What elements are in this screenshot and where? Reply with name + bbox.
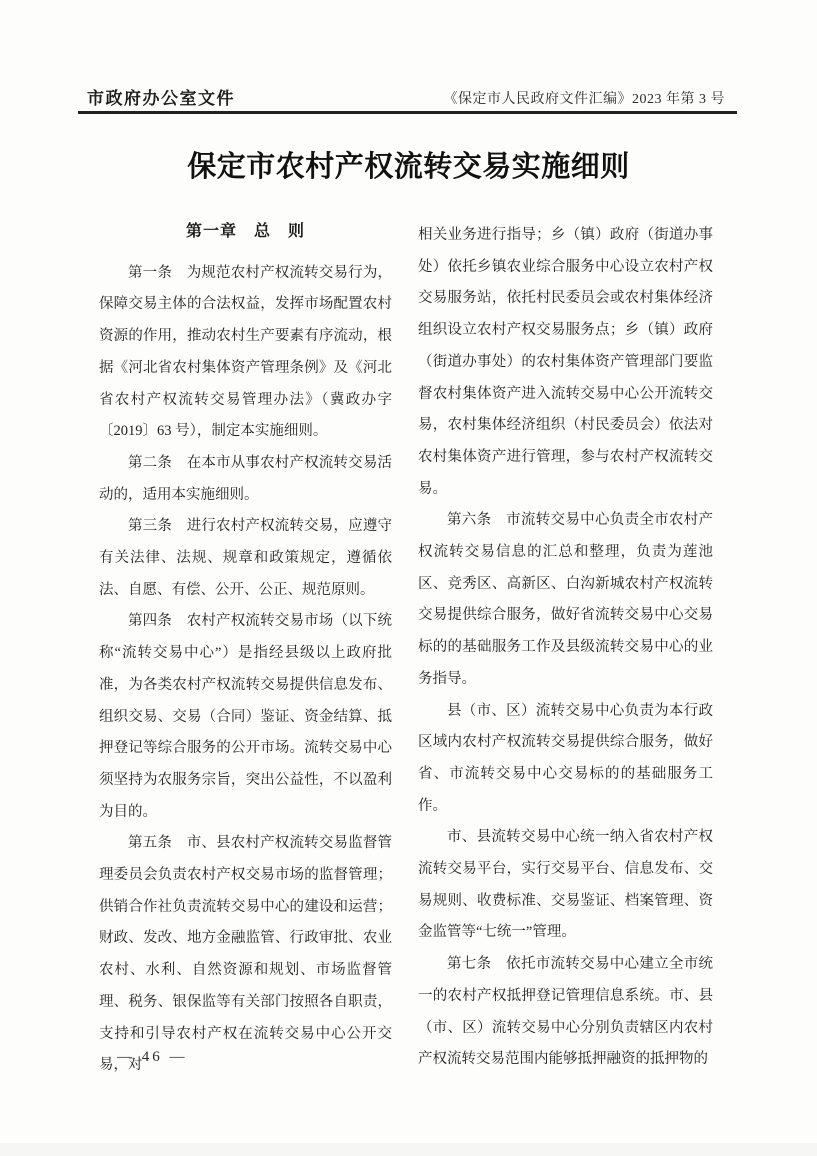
paragraph-article-5: 第五条 市、县农村产权流转交易监督管理委员会负责农村产权交易市场的监督管理；供销合作社负责流转交易中心的建设和运营；财政、发改、地方金融监管、行政审批、农业农村、水利、自然资源和规划、市场监督管理、税务、银保监等有关部门按照各自职责，支持和引导农村产权在流转交易中心公开交易，对: [99, 835, 392, 1074]
paragraph-article-5-continuation: 相关业务进行指导；乡（镇）政府（街道办事处）依托乡镇农业综合服务中心设立农村产权交易服务站，依托村民委员会或农村集体经济组织设立农村产权交易服务点；乡（镇）政府（街道办事处）的农村集体资产管理部门要监督农村集体资产进入流转交易中心公开流转交易，农村集体经济组织（村民委员会）依法对农村集体资产进行管理，参与农村产权流转交易。: [418, 227, 713, 497]
paragraph-article-6-sub-1: 县（市、区）流转交易中心负责为本行政区域内农村产权流转交易提供综合服务，做好省、市流转交易中心交易标的的基础服务工作。: [418, 702, 713, 814]
paragraph-article-4: 第四条 农村产权流转交易市场（以下统称“流转交易中心”）是指经县级以上政府批准，为各类农村产权流转交易提供信息发布、组织交易、交易（合同）鉴证、资金结算、抵押登记等综合服务的公开市场。流转交易中心须坚持为农服务宗旨，突出公益性，不以盈利为目的。: [99, 613, 392, 820]
paragraph-article-6: 第六条 市流转交易中心负责全市农村产权流转交易信息的汇总和整理，负责为莲池区、竞秀区、高新区、白沟新城农村产权流转交易提供综合服务，做好省流转交易中心交易标的的基础服务工作及县级流转交易中心的业务指导。: [418, 512, 713, 687]
chapter-heading: 第一章 总 则: [185, 223, 305, 240]
paragraph-article-1: 第一条 为规范农村产权流转交易行为，保障交易主体的合法权益，发挥市场配置农村资源的作用，推动农村生产要素有序流动，根据《河北省农村集体资产管理条例》及《河北省农村产权流转交易管理办法》（冀政办字〔2019〕63 号），制定本实施细则。: [99, 264, 392, 440]
header-doc-type-label: 市政府办公室文件: [87, 89, 235, 108]
text-column-left: [99, 216, 392, 1082]
page-number: — 46 —: [117, 1049, 188, 1065]
scan-edge-artifact: [0, 1143, 817, 1156]
header-divider-rule: [78, 111, 737, 114]
header-compilation-reference: 《保定市人民政府文件汇编》2023 年第 3 号: [443, 92, 725, 107]
paragraph-article-2: 第二条 在本市从事农村产权流转交易活动的，适用本实施细则。: [99, 454, 392, 503]
paragraph-article-6-sub-2: 市、县流转交易中心统一纳入省农村产权流转交易平台，实行交易平台、信息发布、交易规则、收费标准、交易鉴证、档案管理、资金监管等“七统一”管理。: [418, 829, 713, 941]
document-title: 保定市农村产权流转交易实施细则: [187, 151, 630, 183]
paragraph-article-3: 第三条 进行农村产权流转交易，应遵守有关法律、法规、规章和政策规定，遵循依法、自愿、有偿、公开、公正、规范原则。: [99, 518, 392, 598]
paragraph-article-7: 第七条 依托市流转交易中心建立全市统一的农村产权抵押登记管理信息系统。市、县（市、区）流转交易中心分别负责辖区内农村产权流转交易范围内能够抵押融资的抵押物的: [418, 956, 713, 1068]
text-column-right: [418, 220, 713, 1076]
